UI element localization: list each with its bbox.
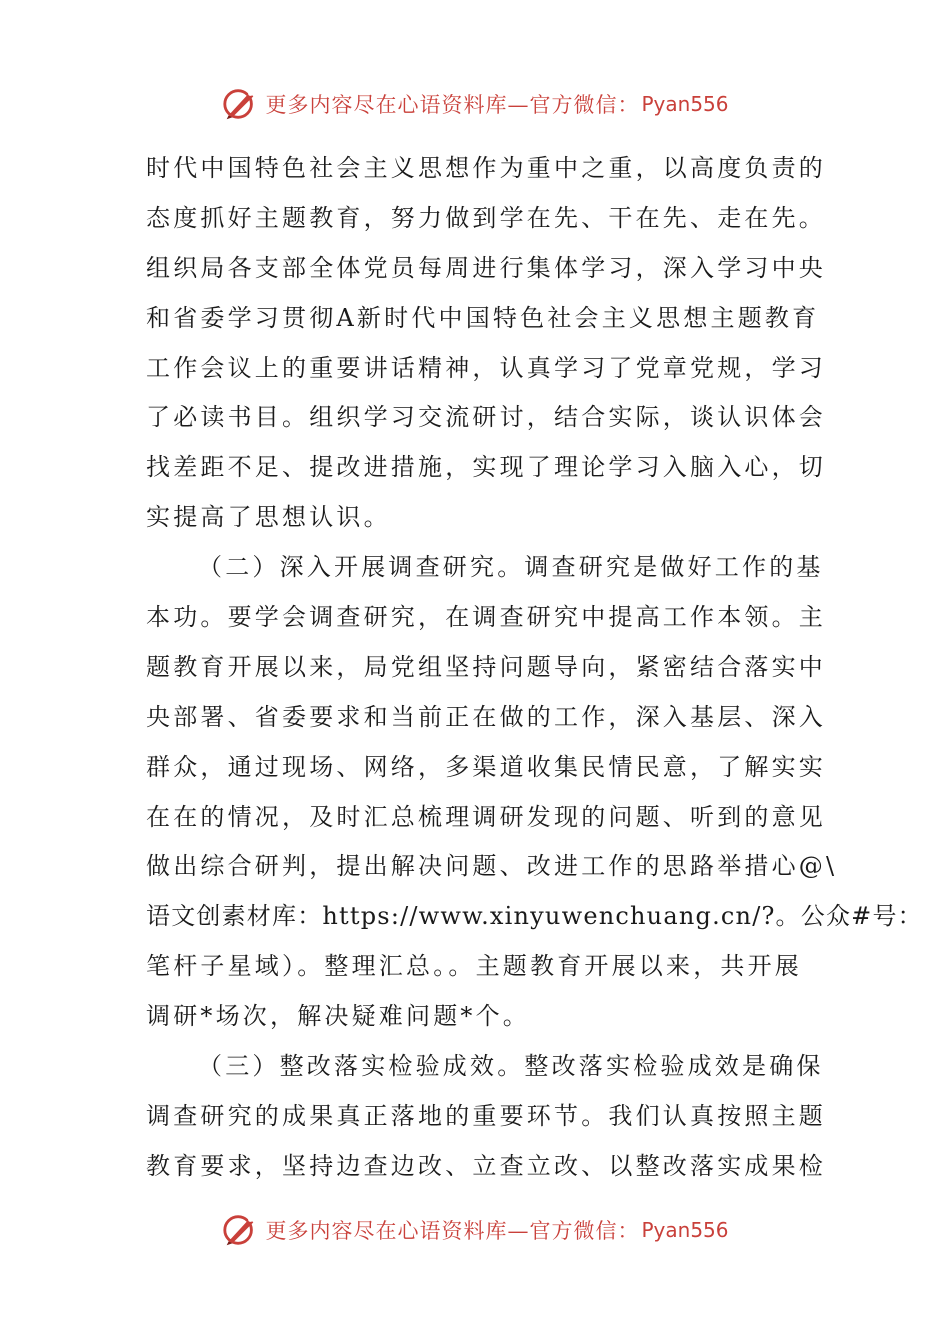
banner-wechat-id: Pyan556 bbox=[641, 1218, 729, 1242]
text-line: 做出综合研判，提出解决问题、改进工作的思路举措心@\ bbox=[146, 852, 838, 881]
footer-banner bbox=[0, 1210, 950, 1250]
text-line: 调查研究的成果真正落地的重要环节。我们认真按照主题 bbox=[146, 1101, 826, 1130]
section-heading-line: （二）深入开展调查研究。调查研究是做好工作的基 bbox=[198, 553, 824, 582]
text-line: 实提高了思想认识。 bbox=[146, 503, 391, 532]
pen-logo-icon bbox=[221, 1211, 259, 1249]
text-line: 时代中国特色社会主义思想作为重中之重，以高度负责的 bbox=[146, 154, 826, 182]
text-line: 央部署、省委要求和当前正在做的工作，深入基层、深入 bbox=[146, 702, 826, 731]
text-line: 笔杆子星域）。整理汇总。。主题教育开展以来，共开展 bbox=[146, 952, 802, 981]
header-banner bbox=[0, 84, 950, 124]
text-line: 组织局各支部全体党员每周进行集体学习，深入学习中央 bbox=[146, 253, 826, 282]
text-line: 本功。要学会调查研究，在调查研究中提高工作本领。主 bbox=[146, 603, 826, 632]
text-line: 和省委学习贯彻A新时代中国特色社会主义思想主题教育 bbox=[146, 303, 820, 332]
text-line: 语文创素材库：https://www.xinyuwenchuang.cn/?。公众#号： bbox=[146, 902, 923, 931]
banner-wechat-id: Pyan556 bbox=[641, 92, 729, 116]
section-heading-line: （三）整改落实检验成效。整改落实检验成效是确保 bbox=[198, 1052, 824, 1081]
pen-logo-icon bbox=[221, 85, 259, 123]
text-line: 工作会议上的重要讲话精神，认真学习了党章党规，学习 bbox=[146, 353, 826, 382]
banner-text: 更多内容尽在心语资料库—官方微信： bbox=[265, 93, 640, 117]
text-line: 了必读书目。组织学习交流研讨，结合实际，谈认识体会 bbox=[146, 403, 826, 432]
text-line: 群众，通过现场、网络，多渠道收集民情民意，了解实实 bbox=[146, 752, 826, 781]
text-line: 在在的情况，及时汇总梳理调研发现的问题、听到的意见 bbox=[146, 802, 826, 831]
text-line: 调研*场次，解决疑难问题*个。 bbox=[146, 1002, 530, 1031]
text-line: 找差距不足、提改进措施，实现了理论学习入脑入心，切 bbox=[146, 453, 826, 482]
text-line: 题教育开展以来，局党组坚持问题导向，紧密结合落实中 bbox=[146, 652, 826, 681]
banner-text: 更多内容尽在心语资料库—官方微信： bbox=[265, 1219, 640, 1243]
text-line: 教育要求，坚持边查边改、立查立改、以整改落实成果检 bbox=[146, 1151, 826, 1180]
text-line: 态度抓好主题教育，努力做到学在先、干在先、走在先。 bbox=[146, 203, 826, 232]
document-body bbox=[146, 144, 923, 1192]
